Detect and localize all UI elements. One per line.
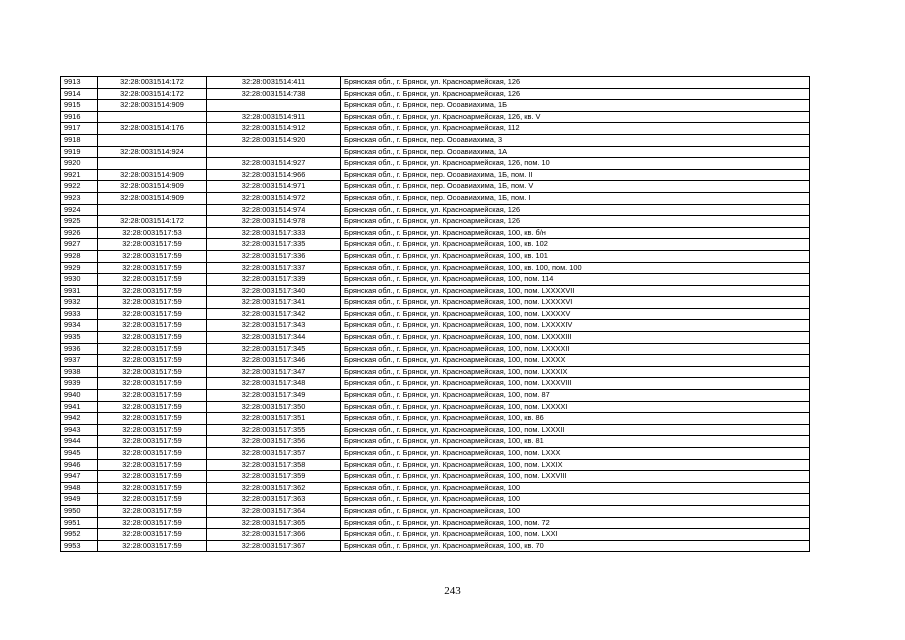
row-number-cell: 9941 — [61, 401, 98, 413]
row-number-cell: 9924 — [61, 204, 98, 216]
table-row — [61, 366, 810, 378]
page-number: 243 — [444, 585, 461, 597]
table-row — [61, 216, 810, 228]
address-cell: Брянская обл., г. Брянск, ул. Красноармейская, 100, пом. LXXVIII — [341, 471, 810, 483]
cadastral-number-cell: 32:28:0031517:357 — [207, 448, 341, 460]
table-row — [61, 227, 810, 239]
cadastral-number-cell: 32:28:0031517:351 — [207, 413, 341, 425]
parent-cadastral-number-cell: 32:28:0031514:172 — [98, 216, 207, 228]
row-number-cell: 9917 — [61, 123, 98, 135]
row-number-cell: 9927 — [61, 239, 98, 251]
address-cell: Брянская обл., г. Брянск, пер. Осоавиахима, 1Б, пом. I — [341, 192, 810, 204]
parent-cadastral-number-cell: 32:28:0031517:53 — [98, 227, 207, 239]
row-number-cell: 9915 — [61, 100, 98, 112]
table-row — [61, 77, 810, 89]
parent-cadastral-number-cell: 32:28:0031517:59 — [98, 378, 207, 390]
address-cell: Брянская обл., г. Брянск, ул. Красноармейская, 100, пом. LXXXXVII — [341, 285, 810, 297]
table-row — [61, 134, 810, 146]
cadastral-number-cell: 32:28:0031517:347 — [207, 366, 341, 378]
parent-cadastral-number-cell: 32:28:0031514:909 — [98, 192, 207, 204]
address-cell: Брянская обл., г. Брянск, ул. Красноармейская, 100 — [341, 505, 810, 517]
cadastral-number-cell: 32:28:0031514:911 — [207, 111, 341, 123]
row-number-cell: 9922 — [61, 181, 98, 193]
parent-cadastral-number-cell: 32:28:0031517:59 — [98, 401, 207, 413]
cadastral-number-cell: 32:28:0031517:363 — [207, 494, 341, 506]
parent-cadastral-number-cell: 32:28:0031517:59 — [98, 366, 207, 378]
address-cell: Брянская обл., г. Брянск, ул. Красноармейская, 100, пом. LXXX — [341, 448, 810, 460]
table-row — [61, 436, 810, 448]
row-number-cell: 9952 — [61, 529, 98, 541]
table-row — [61, 517, 810, 529]
table-row — [61, 88, 810, 100]
parent-cadastral-number-cell: 32:28:0031514:172 — [98, 77, 207, 89]
row-number-cell: 9946 — [61, 459, 98, 471]
address-cell: Брянская обл., г. Брянск, ул. Красноармейская, 126 — [341, 216, 810, 228]
parent-cadastral-number-cell: 32:28:0031517:59 — [98, 424, 207, 436]
row-number-cell: 9939 — [61, 378, 98, 390]
parent-cadastral-number-cell: 32:28:0031514:909 — [98, 181, 207, 193]
parent-cadastral-number-cell — [98, 111, 207, 123]
row-number-cell: 9920 — [61, 158, 98, 170]
address-cell: Брянская обл., г. Брянск, ул. Красноармейская, 126 — [341, 77, 810, 89]
cadastral-number-cell — [207, 146, 341, 158]
row-number-cell: 9949 — [61, 494, 98, 506]
row-number-cell: 9940 — [61, 390, 98, 402]
table-row — [61, 239, 810, 251]
parent-cadastral-number-cell: 32:28:0031517:59 — [98, 459, 207, 471]
table-row — [61, 320, 810, 332]
address-cell: Брянская обл., г. Брянск, ул. Красноармейская, 126, пом. 10 — [341, 158, 810, 170]
row-number-cell: 9916 — [61, 111, 98, 123]
cadastral-number-cell: 32:28:0031514:738 — [207, 88, 341, 100]
address-cell: Брянская обл., г. Брянск, ул. Красноармейская, 100, кв. 81 — [341, 436, 810, 448]
address-cell: Брянская обл., г. Брянск, ул. Красноармейская, 100, пом. LXXXXVI — [341, 297, 810, 309]
cadastral-number-cell: 32:28:0031517:356 — [207, 436, 341, 448]
cadastral-number-cell: 32:28:0031517:343 — [207, 320, 341, 332]
cadastral-number-cell: 32:28:0031517:346 — [207, 355, 341, 367]
row-number-cell: 9932 — [61, 297, 98, 309]
cadastral-number-cell: 32:28:0031514:912 — [207, 123, 341, 135]
parent-cadastral-number-cell: 32:28:0031517:59 — [98, 285, 207, 297]
address-cell: Брянская обл., г. Брянск, пер. Осоавиахима, 1Б — [341, 100, 810, 112]
cadastral-number-cell: 32:28:0031517:344 — [207, 332, 341, 344]
table-row — [61, 285, 810, 297]
address-cell: Брянская обл., г. Брянск, ул. Красноармейская, 100, пом. LXXXXI — [341, 401, 810, 413]
address-cell: Брянская обл., г. Брянск, ул. Красноармейская, 100, кв. 100, пом. 100 — [341, 262, 810, 274]
parent-cadastral-number-cell: 32:28:0031514:924 — [98, 146, 207, 158]
table-row — [61, 482, 810, 494]
parent-cadastral-number-cell: 32:28:0031514:909 — [98, 169, 207, 181]
parent-cadastral-number-cell — [98, 134, 207, 146]
address-cell: Брянская обл., г. Брянск, ул. Красноармейская, 100, пом. LXXXIX — [341, 366, 810, 378]
cadastral-number-cell: 32:28:0031517:340 — [207, 285, 341, 297]
table-row — [61, 413, 810, 425]
row-number-cell: 9931 — [61, 285, 98, 297]
address-cell: Брянская обл., г. Брянск, ул. Красноармейская, 100, пом. LXXXII — [341, 424, 810, 436]
cadastral-number-cell: 32:28:0031514:978 — [207, 216, 341, 228]
row-number-cell: 9914 — [61, 88, 98, 100]
table-row — [61, 169, 810, 181]
row-number-cell: 9929 — [61, 262, 98, 274]
cadastral-number-cell: 32:28:0031517:362 — [207, 482, 341, 494]
parent-cadastral-number-cell: 32:28:0031517:59 — [98, 505, 207, 517]
address-cell: Брянская обл., г. Брянск, ул. Красноармейская, 100, пом. 114 — [341, 274, 810, 286]
parent-cadastral-number-cell: 32:28:0031517:59 — [98, 390, 207, 402]
parent-cadastral-number-cell: 32:28:0031517:59 — [98, 540, 207, 552]
parent-cadastral-number-cell: 32:28:0031517:59 — [98, 274, 207, 286]
parent-cadastral-number-cell: 32:28:0031514:172 — [98, 88, 207, 100]
cadastral-number-cell: 32:28:0031514:971 — [207, 181, 341, 193]
parent-cadastral-number-cell: 32:28:0031517:59 — [98, 320, 207, 332]
address-cell: Брянская обл., г. Брянск, ул. Красноармейская, 126 — [341, 88, 810, 100]
parent-cadastral-number-cell: 32:28:0031517:59 — [98, 308, 207, 320]
property-table-container — [60, 76, 809, 552]
parent-cadastral-number-cell: 32:28:0031517:59 — [98, 517, 207, 529]
parent-cadastral-number-cell: 32:28:0031517:59 — [98, 471, 207, 483]
parent-cadastral-number-cell: 32:28:0031514:909 — [98, 100, 207, 112]
table-row — [61, 471, 810, 483]
table-row — [61, 250, 810, 262]
row-number-cell: 9951 — [61, 517, 98, 529]
address-cell: Брянская обл., г. Брянск, ул. Красноармейская, 100, пом. LXXXXII — [341, 343, 810, 355]
parent-cadastral-number-cell: 32:28:0031517:59 — [98, 413, 207, 425]
address-cell: Брянская обл., г. Брянск, ул. Красноармейская, 126, кв. V — [341, 111, 810, 123]
row-number-cell: 9938 — [61, 366, 98, 378]
table-row — [61, 192, 810, 204]
cadastral-number-cell: 32:28:0031517:339 — [207, 274, 341, 286]
cadastral-number-cell: 32:28:0031517:335 — [207, 239, 341, 251]
row-number-cell: 9934 — [61, 320, 98, 332]
row-number-cell: 9930 — [61, 274, 98, 286]
table-row — [61, 297, 810, 309]
parent-cadastral-number-cell: 32:28:0031517:59 — [98, 343, 207, 355]
address-cell: Брянская обл., г. Брянск, ул. Красноармейская, 112 — [341, 123, 810, 135]
address-cell: Брянская обл., г. Брянск, ул. Красноармейская, 100, пом. 72 — [341, 517, 810, 529]
cadastral-number-cell: 32:28:0031514:974 — [207, 204, 341, 216]
table-row — [61, 459, 810, 471]
table-row — [61, 424, 810, 436]
parent-cadastral-number-cell: 32:28:0031517:59 — [98, 332, 207, 344]
address-cell: Брянская обл., г. Брянск, пер. Осоавиахима, 1А — [341, 146, 810, 158]
cadastral-number-cell: 32:28:0031517:367 — [207, 540, 341, 552]
parent-cadastral-number-cell: 32:28:0031517:59 — [98, 250, 207, 262]
cadastral-number-cell: 32:28:0031517:358 — [207, 459, 341, 471]
cadastral-number-cell: 32:28:0031517:341 — [207, 297, 341, 309]
address-cell: Брянская обл., г. Брянск, ул. Красноармейская, 100, пом. LXXIX — [341, 459, 810, 471]
table-row — [61, 146, 810, 158]
address-cell: Брянская обл., г. Брянск, ул. Красноармейская, 100, кв. 102 — [341, 239, 810, 251]
table-row — [61, 308, 810, 320]
cadastral-number-cell: 32:28:0031517:349 — [207, 390, 341, 402]
parent-cadastral-number-cell: 32:28:0031514:176 — [98, 123, 207, 135]
row-number-cell: 9948 — [61, 482, 98, 494]
cadastral-number-cell: 32:28:0031517:333 — [207, 227, 341, 239]
cadastral-number-cell — [207, 100, 341, 112]
table-row — [61, 378, 810, 390]
parent-cadastral-number-cell: 32:28:0031517:59 — [98, 482, 207, 494]
row-number-cell: 9942 — [61, 413, 98, 425]
row-number-cell: 9944 — [61, 436, 98, 448]
address-cell: Брянская обл., г. Брянск, ул. Красноармейская, 100, кв. 101 — [341, 250, 810, 262]
parent-cadastral-number-cell — [98, 158, 207, 170]
address-cell: Брянская обл., г. Брянск, ул. Красноармейская, 100, кв. 86 — [341, 413, 810, 425]
cadastral-number-cell: 32:28:0031514:411 — [207, 77, 341, 89]
row-number-cell: 9928 — [61, 250, 98, 262]
table-row — [61, 540, 810, 552]
row-number-cell: 9936 — [61, 343, 98, 355]
parent-cadastral-number-cell: 32:28:0031517:59 — [98, 436, 207, 448]
table-row — [61, 204, 810, 216]
address-cell: Брянская обл., г. Брянск, пер. Осоавиахима, 3 — [341, 134, 810, 146]
address-cell: Брянская обл., г. Брянск, ул. Красноармейская, 100 — [341, 482, 810, 494]
table-row — [61, 262, 810, 274]
table-row — [61, 332, 810, 344]
parent-cadastral-number-cell: 32:28:0031517:59 — [98, 239, 207, 251]
table-row — [61, 158, 810, 170]
table-body — [61, 77, 810, 552]
table-row — [61, 355, 810, 367]
table-row — [61, 529, 810, 541]
cadastral-number-cell: 32:28:0031517:364 — [207, 505, 341, 517]
table-row — [61, 123, 810, 135]
row-number-cell: 9926 — [61, 227, 98, 239]
cadastral-number-cell: 32:28:0031517:355 — [207, 424, 341, 436]
table-row — [61, 401, 810, 413]
cadastral-number-cell: 32:28:0031517:337 — [207, 262, 341, 274]
address-cell: Брянская обл., г. Брянск, ул. Красноармейская, 100, пом. LXXI — [341, 529, 810, 541]
parent-cadastral-number-cell: 32:28:0031517:59 — [98, 355, 207, 367]
table-row — [61, 390, 810, 402]
table-row — [61, 181, 810, 193]
address-cell: Брянская обл., г. Брянск, ул. Красноармейская, 100, пом. LXXXXIII — [341, 332, 810, 344]
address-cell: Брянская обл., г. Брянск, ул. Красноармейская, 100, пом. LXXXXIV — [341, 320, 810, 332]
table-row — [61, 505, 810, 517]
table-row — [61, 448, 810, 460]
address-cell: Брянская обл., г. Брянск, ул. Красноармейская, 100, кв. б/н — [341, 227, 810, 239]
address-cell: Брянская обл., г. Брянск, ул. Красноармейская, 100 — [341, 494, 810, 506]
row-number-cell: 9925 — [61, 216, 98, 228]
cadastral-number-cell: 32:28:0031514:972 — [207, 192, 341, 204]
row-number-cell: 9918 — [61, 134, 98, 146]
row-number-cell: 9950 — [61, 505, 98, 517]
parent-cadastral-number-cell: 32:28:0031517:59 — [98, 529, 207, 541]
table-row — [61, 343, 810, 355]
row-number-cell: 9945 — [61, 448, 98, 460]
cadastral-number-cell: 32:28:0031517:345 — [207, 343, 341, 355]
cadastral-number-cell: 32:28:0031514:927 — [207, 158, 341, 170]
address-cell: Брянская обл., г. Брянск, пер. Осоавиахима, 1Б, пом. II — [341, 169, 810, 181]
table-row — [61, 111, 810, 123]
cadastral-number-cell: 32:28:0031514:920 — [207, 134, 341, 146]
table-row — [61, 494, 810, 506]
row-number-cell: 9935 — [61, 332, 98, 344]
cadastral-number-cell: 32:28:0031517:366 — [207, 529, 341, 541]
address-cell: Брянская обл., г. Брянск, ул. Красноармейская, 100, пом. LXXXXV — [341, 308, 810, 320]
parent-cadastral-number-cell: 32:28:0031517:59 — [98, 494, 207, 506]
cadastral-number-cell: 32:28:0031517:350 — [207, 401, 341, 413]
row-number-cell: 9953 — [61, 540, 98, 552]
address-cell: Брянская обл., г. Брянск, ул. Красноармейская, 100, пом. LXXXVIII — [341, 378, 810, 390]
cadastral-number-cell: 32:28:0031514:966 — [207, 169, 341, 181]
address-cell: Брянская обл., г. Брянск, ул. Красноармейская, 100, кв. 70 — [341, 540, 810, 552]
row-number-cell: 9921 — [61, 169, 98, 181]
row-number-cell: 9937 — [61, 355, 98, 367]
row-number-cell: 9923 — [61, 192, 98, 204]
cadastral-number-cell: 32:28:0031517:359 — [207, 471, 341, 483]
parent-cadastral-number-cell — [98, 204, 207, 216]
parent-cadastral-number-cell: 32:28:0031517:59 — [98, 297, 207, 309]
cadastral-number-cell: 32:28:0031517:336 — [207, 250, 341, 262]
property-table — [60, 76, 810, 552]
row-number-cell: 9943 — [61, 424, 98, 436]
row-number-cell: 9947 — [61, 471, 98, 483]
address-cell: Брянская обл., г. Брянск, ул. Красноармейская, 100, пом. 87 — [341, 390, 810, 402]
cadastral-number-cell: 32:28:0031517:342 — [207, 308, 341, 320]
table-row — [61, 100, 810, 112]
cadastral-number-cell: 32:28:0031517:365 — [207, 517, 341, 529]
address-cell: Брянская обл., г. Брянск, ул. Красноармейская, 100, пом. LXXXX — [341, 355, 810, 367]
row-number-cell: 9919 — [61, 146, 98, 158]
parent-cadastral-number-cell: 32:28:0031517:59 — [98, 262, 207, 274]
row-number-cell: 9913 — [61, 77, 98, 89]
address-cell: Брянская обл., г. Брянск, ул. Красноармейская, 126 — [341, 204, 810, 216]
address-cell: Брянская обл., г. Брянск, пер. Осоавиахима, 1Б, пом. V — [341, 181, 810, 193]
parent-cadastral-number-cell: 32:28:0031517:59 — [98, 448, 207, 460]
table-row — [61, 274, 810, 286]
row-number-cell: 9933 — [61, 308, 98, 320]
cadastral-number-cell: 32:28:0031517:348 — [207, 378, 341, 390]
